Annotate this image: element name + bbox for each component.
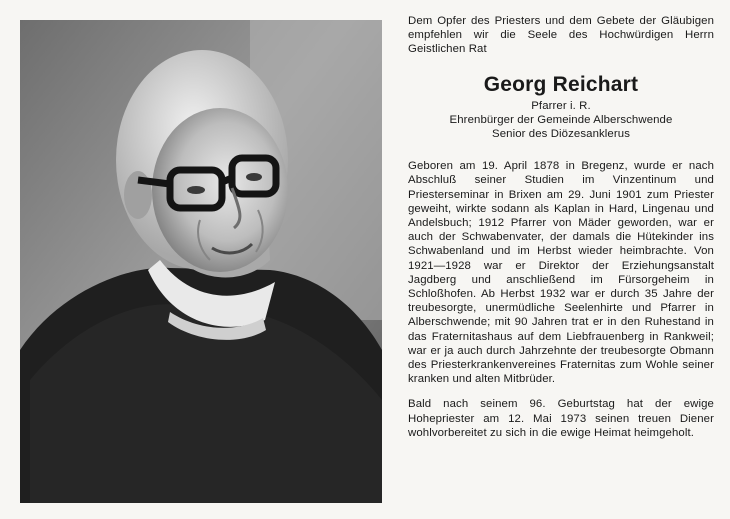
biography-text: Geboren am 19. April 1878 in Bregenz, wurde er nach Abschluß seiner Studien im Vinzentinum und Priesterseminar in Brixen am 29. Juni 1901 zum Priester geweiht, wirkte sodann als Kaplan in Hard, Lingenau und Andelsbuch; 1912 Pfarrer von Mäder geworden, war er auch der Schwabenvater, der damals die Hütekinder ins Schwabenland und im Herbst wieder heimbrachte. Von 1921—1928 war er Direktor der Erziehungsanstalt Jagdberg und anschließend im Fürsorgeheim in Schloßhofen. Ab Herbst 1932 war er durch 35 Jahre der treubesorgte, unermüdliche Seelenhirte und Pfarrer in Alberschwende; mit 90 Jahren trat er in den Ruhestand in das Fraternitashaus auf dem Liebfrauenberg in Rankweil; war er ja auch durch Jahrzehnte der treubesorgte Obmann des Priesterkrankenvereines Fraternitas zum Wohle seiner kranken und alten Mitbrüder.	[408, 160, 714, 386]
closing-text: Bald nach seinem 96. Geburtstag hat der ewige Hohepriester am 12. Mai 1973 seinen treuen Diener wohlvorbereitet zu sich in die ewige Heimat heimgeholt.	[408, 398, 714, 439]
honorary-line: Ehrenbürger der Gemeinde Alberschwende	[449, 113, 673, 126]
deceased-name: Georg Reichart	[483, 72, 639, 96]
portrait-photo	[20, 20, 382, 503]
text-column	[408, 14, 714, 440]
senior-line: Senior des Diözesanklerus	[492, 128, 630, 141]
title-line: Pfarrer i. R.	[531, 99, 591, 112]
intro-text: Dem Opfer des Priesters und dem Gebete der Gläubigen empfehlen wir die Seele des Hochwürdigen Herrn Geistlichen Rat	[408, 15, 714, 56]
